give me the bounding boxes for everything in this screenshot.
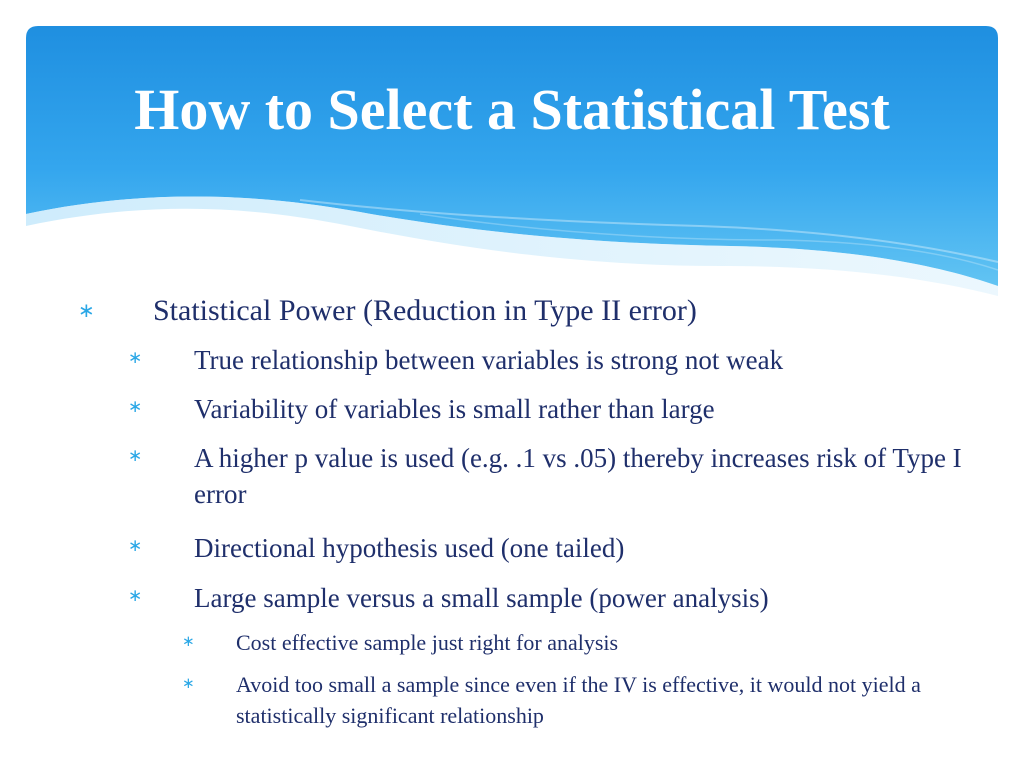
bullet-asterisk-icon: ∗: [78, 298, 95, 322]
bullet-item-directional-hypothesis: [128, 530, 988, 566]
bullet-item-statistical-power: [78, 292, 958, 330]
bullet-item-large-sample: [128, 580, 988, 616]
bullet-asterisk-icon: ∗: [128, 348, 143, 368]
bullet-asterisk-icon: ∗: [182, 632, 195, 650]
bullet-text: Cost effective sample just right for analysis: [236, 630, 619, 655]
bullet-item-variability: [128, 391, 988, 427]
bullet-text: A higher p value is used (e.g. .1 vs .05) thereby increases risk of Type I error: [194, 443, 962, 509]
bullet-text: True relationship between variables is strong not weak: [194, 345, 784, 375]
page-title: How to Select a Statistical Test: [134, 77, 890, 142]
bullet-asterisk-icon: ∗: [128, 446, 143, 466]
bullet-item-higher-p-value: [128, 440, 988, 512]
bullet-text: Directional hypothesis used (one tailed): [194, 533, 625, 563]
bullet-asterisk-icon: ∗: [182, 674, 195, 692]
bullet-text: Variability of variables is small rather than large: [194, 394, 715, 424]
bullet-asterisk-icon: ∗: [128, 397, 143, 417]
bullet-item-cost-effective: [182, 627, 982, 658]
title-banner: [0, 0, 1024, 300]
bullet-asterisk-icon: ∗: [128, 586, 143, 606]
bullet-item-true-relationship: [128, 342, 988, 378]
bullet-asterisk-icon: ∗: [128, 536, 143, 556]
bullet-text: Avoid too small a sample since even if the IV is effective, it would not yield a statistically significant relationship: [236, 672, 921, 728]
bullet-text: Statistical Power (Reduction in Type II error): [153, 294, 697, 327]
bullet-text: Large sample versus a small sample (power analysis): [194, 583, 769, 613]
bullet-item-avoid-small-sample: [182, 669, 982, 731]
